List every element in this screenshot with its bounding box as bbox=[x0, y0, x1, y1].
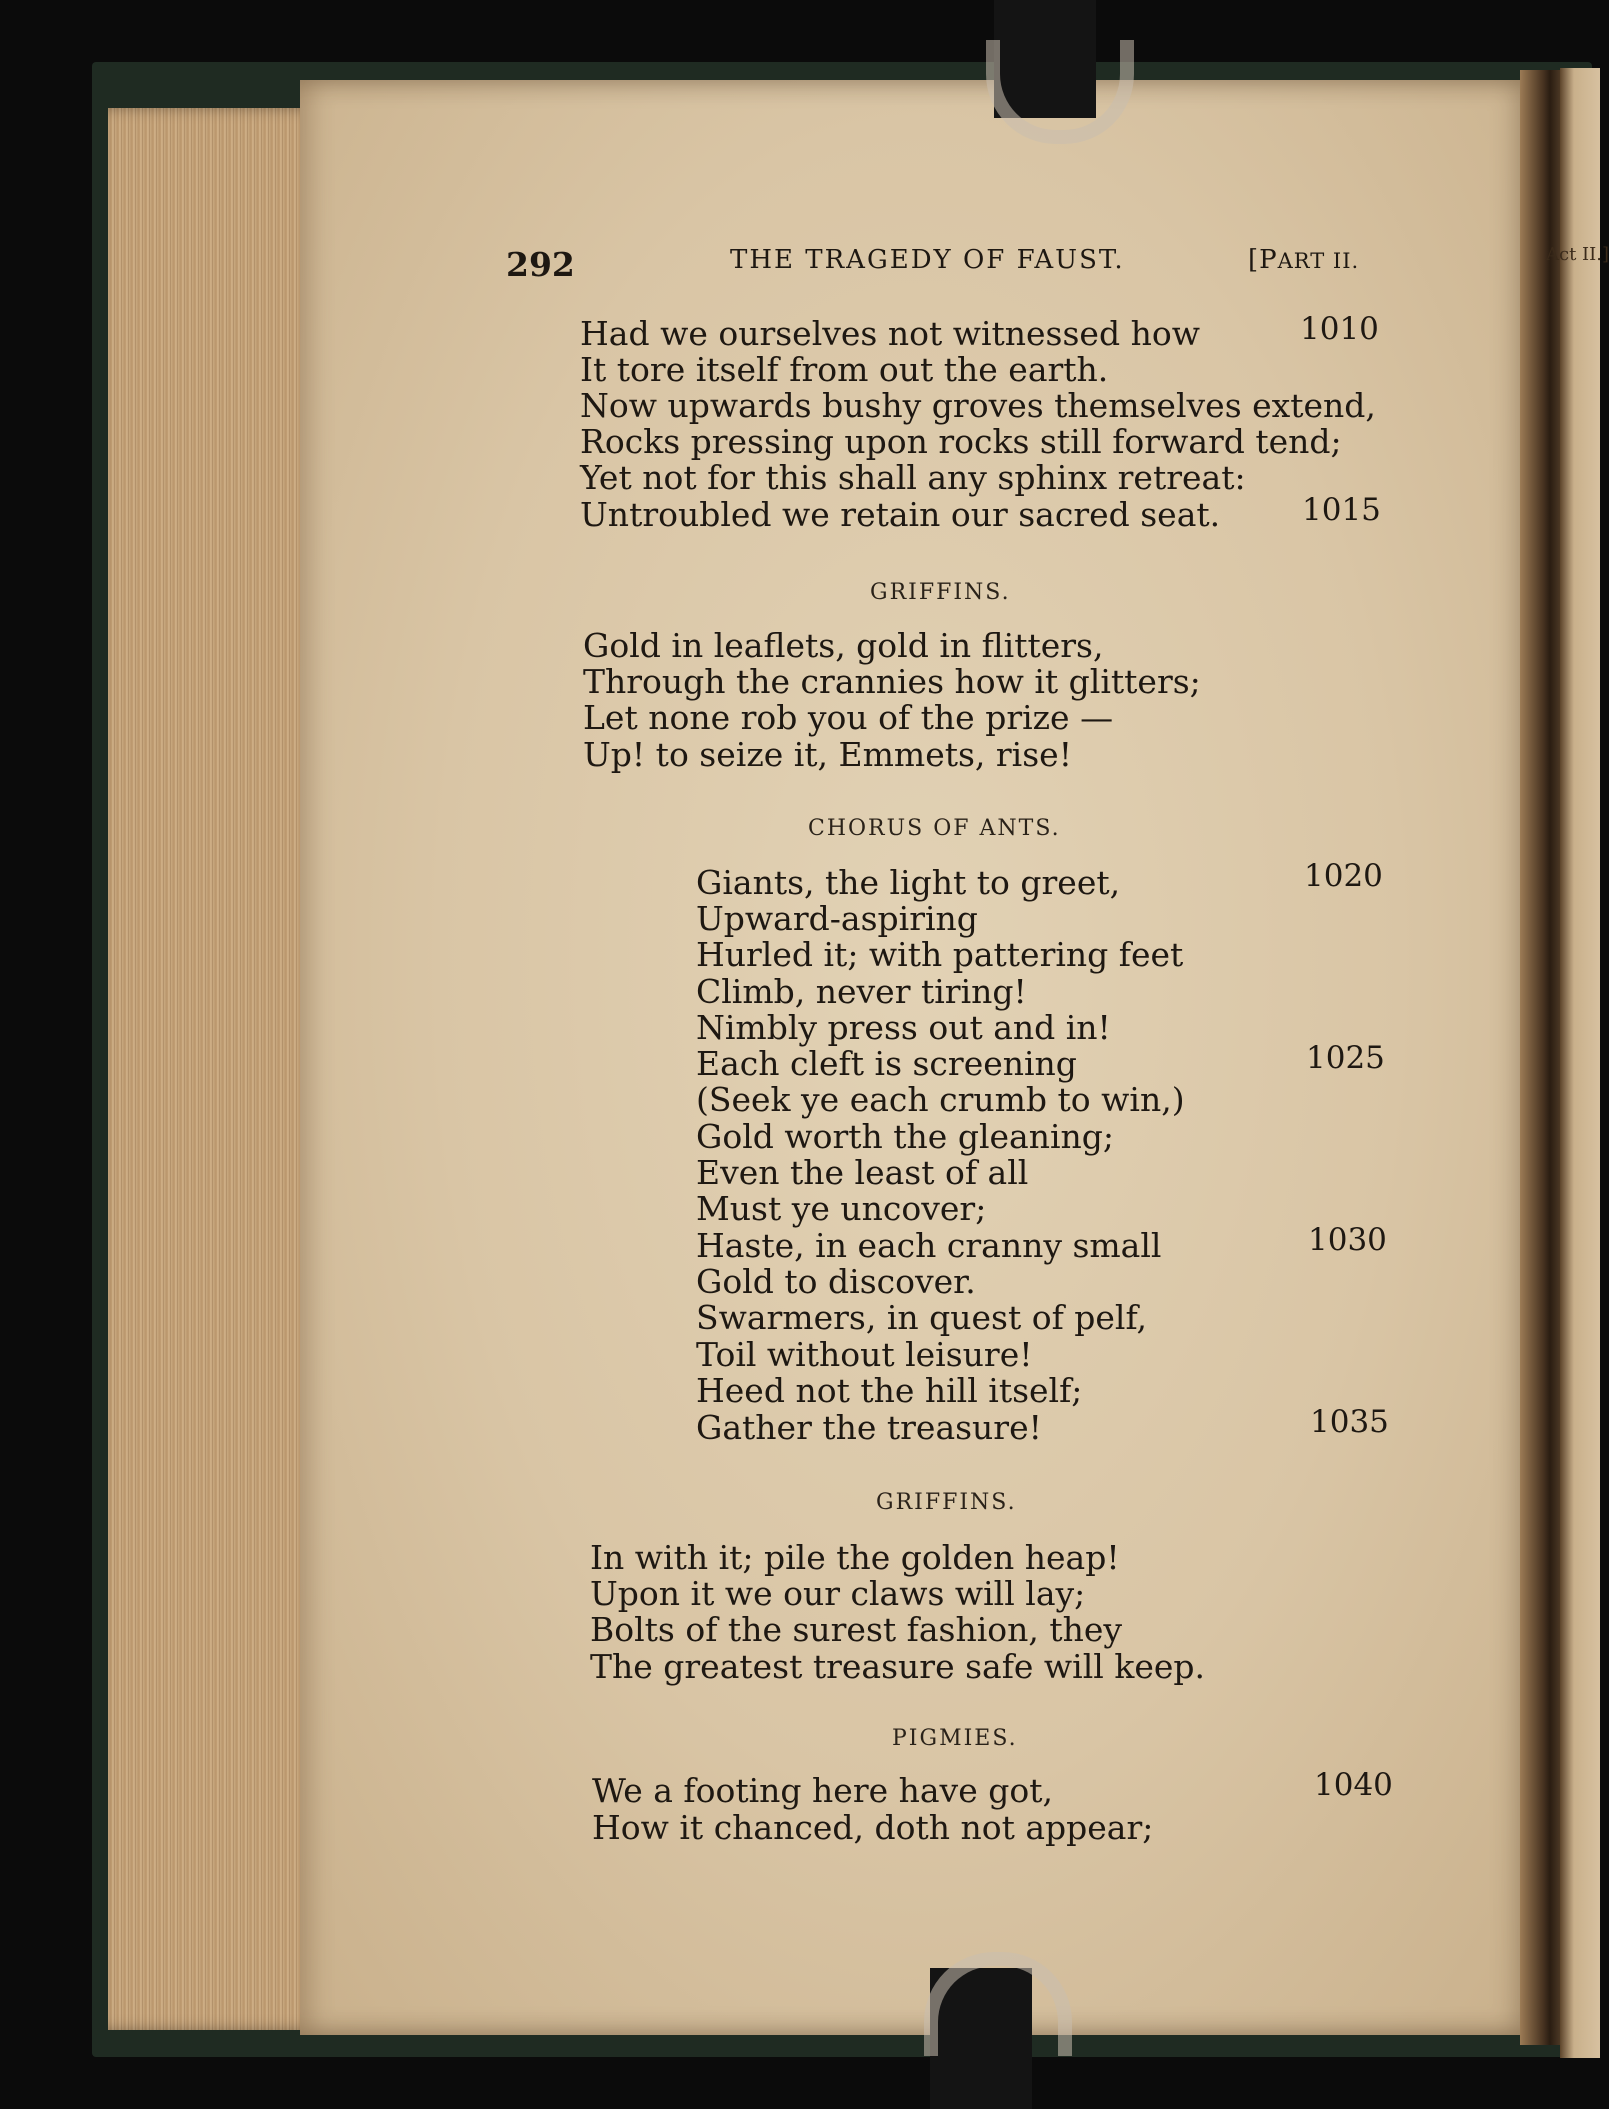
verse-line: Had we ourselves not witnessed how bbox=[580, 314, 1200, 353]
verse-line: Swarmers, in quest of pelf, bbox=[696, 1298, 1148, 1337]
verse-line: Climb, never tiring! bbox=[696, 972, 1027, 1011]
verse-line: Each cleft is screening bbox=[696, 1044, 1077, 1083]
page-number: 292 bbox=[506, 245, 575, 284]
speaker-heading: GRIFFINS. bbox=[876, 1490, 1017, 1515]
verse-line: Even the least of all bbox=[696, 1153, 1029, 1192]
part-label bbox=[1248, 245, 1359, 275]
verse-line: Upward-aspiring bbox=[696, 899, 978, 938]
verse-line: Gold to discover. bbox=[696, 1262, 976, 1301]
verse-line: Toil without leisure! bbox=[696, 1335, 1033, 1374]
verse-line: (Seek ye each crumb to win,) bbox=[696, 1080, 1185, 1119]
line-number: 1025 bbox=[1306, 1040, 1385, 1076]
verse-line: Bolts of the surest fashion, they bbox=[590, 1610, 1123, 1649]
verse-line: The greatest treasure safe will keep. bbox=[590, 1647, 1205, 1686]
facing-running-head: Act II.] bbox=[1546, 244, 1609, 265]
verse-line: Through the crannies how it glitters; bbox=[583, 662, 1201, 701]
line-number: 1020 bbox=[1304, 858, 1383, 894]
verse-line: Must ye uncover; bbox=[696, 1189, 987, 1228]
verse-line: Nimbly press out and in! bbox=[696, 1008, 1111, 1047]
part-rest: ART II. bbox=[1277, 249, 1360, 273]
part-prefix: [P bbox=[1248, 245, 1278, 275]
verse-line: Let none rob you of the prize — bbox=[583, 698, 1114, 737]
speaker-heading: PIGMIES. bbox=[892, 1726, 1018, 1751]
line-number: 1035 bbox=[1310, 1404, 1389, 1440]
speaker-heading: GRIFFINS. bbox=[870, 580, 1011, 605]
verse-line: Hurled it; with pattering feet bbox=[696, 935, 1184, 974]
verse-line: Haste, in each cranny small bbox=[696, 1226, 1162, 1265]
verse-line: In with it; pile the golden heap! bbox=[590, 1538, 1120, 1577]
line-number: 1040 bbox=[1314, 1767, 1393, 1803]
verse-line: Gold worth the gleaning; bbox=[696, 1117, 1115, 1156]
verse-line: Yet not for this shall any sphinx retreat: bbox=[580, 458, 1246, 497]
verse-line: It tore itself from out the earth. bbox=[580, 350, 1109, 389]
verse-line: Untroubled we retain our sacred seat. bbox=[580, 495, 1221, 534]
running-title: THE TRAGEDY OF FAUST. bbox=[730, 245, 1125, 275]
verse-line: Upon it we our claws will lay; bbox=[590, 1574, 1086, 1613]
verse-line: Giants, the light to greet, bbox=[696, 863, 1121, 902]
line-number: 1010 bbox=[1300, 311, 1379, 347]
verse-line: Rocks pressing upon rocks still forward tend; bbox=[580, 422, 1342, 461]
verse-line: How it chanced, doth not appear; bbox=[592, 1808, 1154, 1847]
verse-line: We a footing here have got, bbox=[592, 1771, 1053, 1810]
verse-line: Heed not the hill itself; bbox=[696, 1371, 1083, 1410]
facing-page bbox=[1560, 68, 1600, 2058]
verse-line: Gold in leaflets, gold in flitters, bbox=[583, 626, 1104, 665]
line-number: 1030 bbox=[1308, 1222, 1387, 1258]
verse-line: Gather the treasure! bbox=[696, 1408, 1042, 1447]
verse-line: Up! to seize it, Emmets, rise! bbox=[583, 735, 1072, 774]
verse-line: Now upwards bushy groves themselves extend, bbox=[580, 386, 1376, 425]
line-number: 1015 bbox=[1302, 492, 1381, 528]
speaker-heading: CHORUS OF ANTS. bbox=[808, 816, 1061, 841]
